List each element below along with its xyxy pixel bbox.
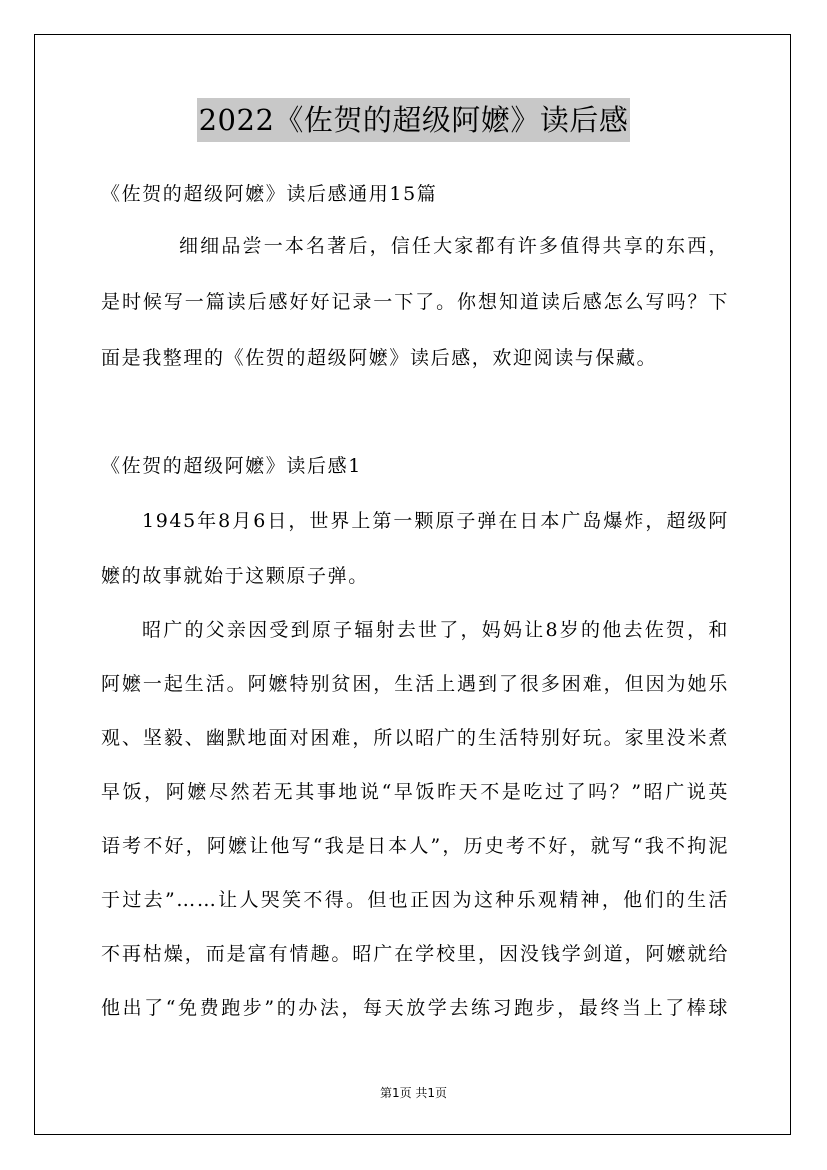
intro-line-2: 是时候写一篇读后感好好记录一下了。你想知道读后感怎么写吗？下: [101, 291, 729, 313]
page-footer: 第1页 共1页: [379, 1086, 448, 1100]
para2-line-4: 早饭，阿嬷尽然若无其事地说“早饭昨天不是吃过了吗？”昭广说英: [101, 781, 729, 803]
para2-line-6: 于过去”……让人哭笑不得。但也正因为这种乐观精神，他们的生活: [101, 889, 729, 911]
para2-line-3: 观、坚毅、幽默地面对困难，所以昭广的生活特别好玩。家里没米煮: [101, 727, 729, 749]
para2-line-7: 不再枯燥，而是富有情趣。昭广在学校里，因没钱学剑道，阿嬷就给: [101, 943, 729, 965]
section-heading: 《佐贺的超级阿嬷》读后感1: [101, 455, 362, 477]
title-container: [0, 98, 827, 142]
para2-line-5: 语考不好，阿嬷让他写“我是日本人”，历史考不好，就写“我不拘泥: [101, 835, 729, 857]
intro-line-1: 细细品尝一本名著后，信任大家都有许多值得共享的东西，: [179, 235, 729, 257]
para1-line-2: 嬷的故事就始于这颗原子弹。: [101, 565, 369, 587]
para2-line-8: 他出了“免费跑步”的办法，每天放学去练习跑步，最终当上了棒球: [101, 997, 729, 1019]
para2-line-1: 昭广的父亲因受到原子辐射去世了，妈妈让8岁的他去佐贺，和: [142, 619, 729, 641]
para2-line-2: 阿嬷一起生活。阿嬷特别贫困，生活上遇到了很多困难，但因为她乐: [101, 673, 729, 695]
intro-line-3: 面是我整理的《佐贺的超级阿嬷》读后感，欢迎阅读与保藏。: [101, 347, 658, 369]
document-subtitle: 《佐贺的超级阿嬷》读后感通用15篇: [101, 183, 438, 205]
document-title: 2022《佐贺的超级阿嬷》读后感: [197, 98, 631, 142]
para1-line-1: 1945年8月6日，世界上第一颗原子弹在日本广岛爆炸，超级阿: [142, 510, 729, 532]
